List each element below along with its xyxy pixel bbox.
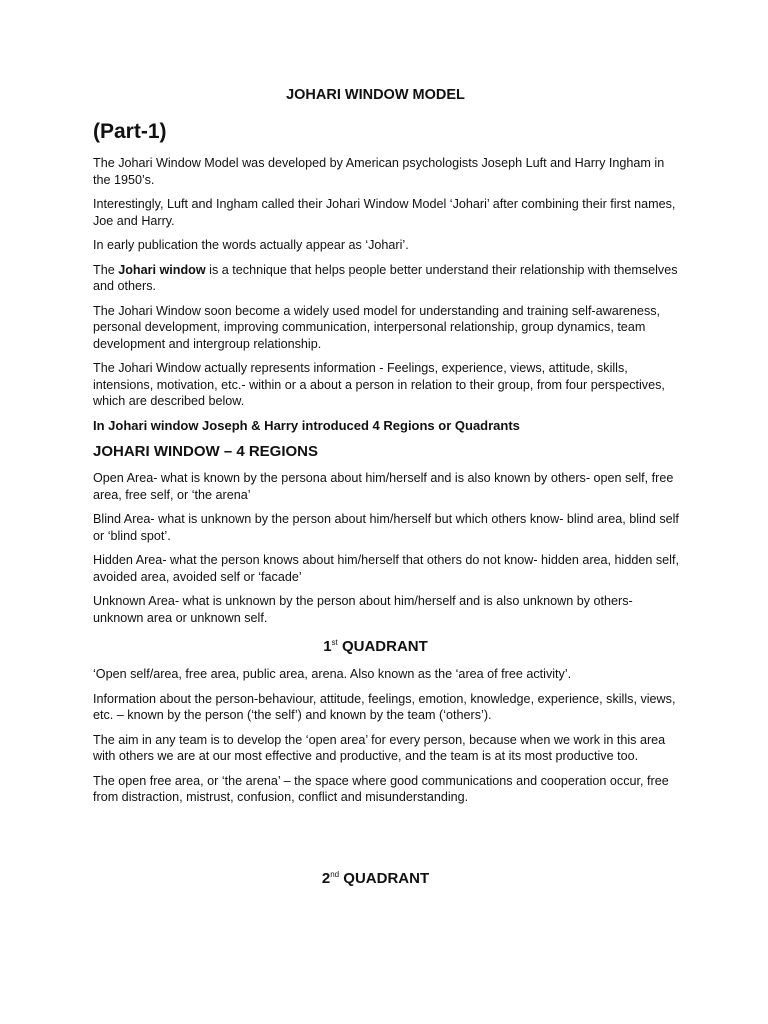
definition-post: is a technique that helps people better understand their relationship with themselves and others. <box>93 262 678 293</box>
quadrant-label: QUADRANT <box>343 869 430 887</box>
intro-paragraph: The Johari Window actually represents information - Feelings, experience, views, attitude, skills, intensions, motivation, etc.- within or a about a person in relation to their group, from four perspectives, which are described below. <box>93 361 665 408</box>
intro-paragraph: The Johari Window soon become a widely used model for understanding and training self-awareness, personal development, improving communication, interpersonal relationship, group dynamics, team development and intergroup relationship. <box>93 303 661 351</box>
quadrant-suffix: nd <box>330 869 340 879</box>
quadrant-1-paragraph: Information about the person-behaviour, attitude, feelings, emotion, knowledge, experience, skills, views, etc. – known by the person (‘the self’) and known by the team (‘others’). <box>93 691 676 722</box>
region-paragraph: Blind Area- what is unknown by the person about him/herself but which others know- blind area, blind self or ‘blind spot’. <box>93 512 679 543</box>
part-heading: (Part-1) <box>93 120 167 143</box>
definition-term: Johari window <box>118 262 206 277</box>
quadrant-suffix: st <box>331 638 338 647</box>
document-body <box>93 155 683 898</box>
intro-paragraph: Interestingly, Luft and Ingham called their Johari Window Model ‘Johari’ after combining their first names, Joe and Harry. <box>93 197 676 228</box>
region-paragraph: Unknown Area- what is unknown by the person about him/herself and is also unknown by others- unknown area or unknown self. <box>93 594 633 625</box>
introduced-line: In Johari window Joseph & Harry introduced 4 Regions or Quadrants <box>93 417 520 433</box>
section-spacer <box>93 814 683 862</box>
region-paragraph: Open Area- what is known by the persona about him/herself and is also known by others- open self, free area, free self, or ‘the arena’ <box>93 471 674 502</box>
quadrant-number: 1 <box>323 638 332 655</box>
quadrant-label: QUADRANT <box>341 638 428 655</box>
document-title: JOHARI WINDOW MODEL <box>286 87 465 103</box>
quadrant-2-heading <box>93 866 658 888</box>
regions-heading: JOHARI WINDOW – 4 REGIONS <box>93 443 319 460</box>
quadrant-1-paragraph: The aim in any team is to develop the ‘open area’ for every person, because when we work in this area with others we are at our most effective and productive, and the team is at its most productive too. <box>93 732 666 763</box>
definition-paragraph <box>93 262 683 295</box>
quadrant-1-paragraph: ‘Open self/area, free area, public area, arena. Also known as the ‘area of free activity’. <box>93 667 572 681</box>
intro-paragraph: The Johari Window Model was developed by American psychologists Joseph Luft and Harry Ingham in the 1950’s. <box>93 156 665 187</box>
quadrant-number: 2 <box>321 869 331 887</box>
definition-pre: The <box>93 262 119 277</box>
quadrant-1-paragraph: The open free area, or ‘the arena’ – the space where good communications and cooperation occur, free from distraction, mistrust, confusion, conflict and misunderstanding. <box>93 773 669 804</box>
quadrant-1-heading <box>93 634 658 656</box>
region-paragraph: Hidden Area- what the person knows about him/herself that others do not know- hidden area, hidden self, avoided area, avoided self or ‘facade’ <box>93 553 679 584</box>
intro-paragraph: In early publication the words actually appear as ‘Johari’. <box>93 238 409 252</box>
